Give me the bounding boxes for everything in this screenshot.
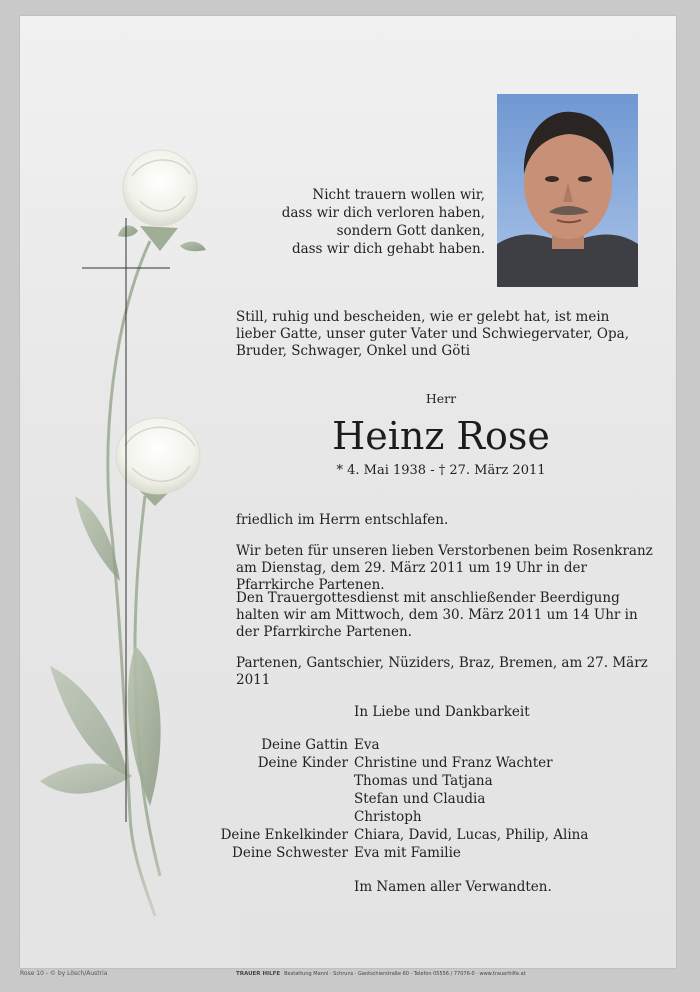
poem-line: dass wir dich verloren haben, — [281, 205, 485, 221]
family-label: Deine Schwester — [232, 845, 348, 861]
family-value: Eva — [354, 737, 380, 753]
passed-text: friedlich im Herrn entschlafen. — [236, 512, 449, 528]
design-credit: Rose 10 - © by Lösch/Austria — [20, 970, 108, 977]
family-value: Thomas und Tatjana — [354, 773, 493, 789]
honorific: Herr — [425, 391, 457, 406]
family-row — [220, 754, 660, 772]
rosary-text: Wir beten für unseren lieben Verstorbenen beim Rosenkranz am Dienstag, dem 29. März 2011 um 19 Uhr in der Pfarrkirche Partenen. — [236, 543, 653, 593]
family-value: Eva mit Familie — [354, 845, 461, 861]
family-list — [220, 736, 660, 862]
closing-text: Im Namen aller Verwandten. — [354, 879, 552, 895]
family-row — [220, 844, 660, 862]
portrait-photo — [497, 94, 638, 287]
family-label — [220, 772, 354, 790]
footer-brand: TRAUER HILFE — [236, 971, 281, 977]
funeral-text: Den Trauergottesdienst mit anschließender Beerdigung halten wir am Mittwoch, dem 30. März 2011 um 14 Uhr in der Pfarrkirche Partenen. — [236, 590, 638, 640]
family-value: Chiara, David, Lucas, Philip, Alina — [354, 827, 589, 843]
obituary-page — [20, 16, 676, 968]
family-label: Deine Gattin — [261, 737, 348, 753]
family-row — [220, 826, 660, 844]
life-dates: * 4. Mai 1938 - † 27. März 2011 — [336, 463, 546, 478]
poem-line: Nicht trauern wollen wir, — [312, 187, 485, 203]
family-label — [220, 808, 354, 826]
deceased-name: Heinz Rose — [332, 414, 550, 458]
footer — [236, 971, 526, 977]
family-row — [220, 808, 660, 826]
footer-text: Bestattung Mannl · Schruns · Gantschierstraße 60 · Telefon 05556 / 77076-0 · www.trauerhilfe.at — [284, 971, 526, 977]
family-value: Christine und Franz Wachter — [354, 755, 553, 771]
family-row — [220, 736, 660, 754]
intro-text: Still, ruhig und bescheiden, wie er gelebt hat, ist mein lieber Gatte, unser guter Vater und Schwiegervater, Opa, Bruder, Schwager, Onkel und Göti — [236, 309, 629, 359]
family-label: Deine Kinder — [257, 755, 348, 771]
poem-line: dass wir dich gehabt haben. — [291, 241, 485, 257]
places-date: Partenen, Gantschier, Nüziders, Braz, Bremen, am 27. März 2011 — [236, 655, 648, 688]
family-row — [220, 790, 660, 808]
family-label: Deine Enkelkinder — [220, 827, 348, 843]
family-value: Christoph — [354, 809, 422, 825]
family-row — [220, 772, 660, 790]
family-value: Stefan und Claudia — [354, 791, 486, 807]
thanks-text: In Liebe und Dankbarkeit — [354, 704, 530, 720]
poem-line: sondern Gott danken, — [336, 223, 485, 239]
poem — [260, 186, 485, 258]
cross-icon — [80, 218, 172, 822]
family-label — [220, 790, 354, 808]
